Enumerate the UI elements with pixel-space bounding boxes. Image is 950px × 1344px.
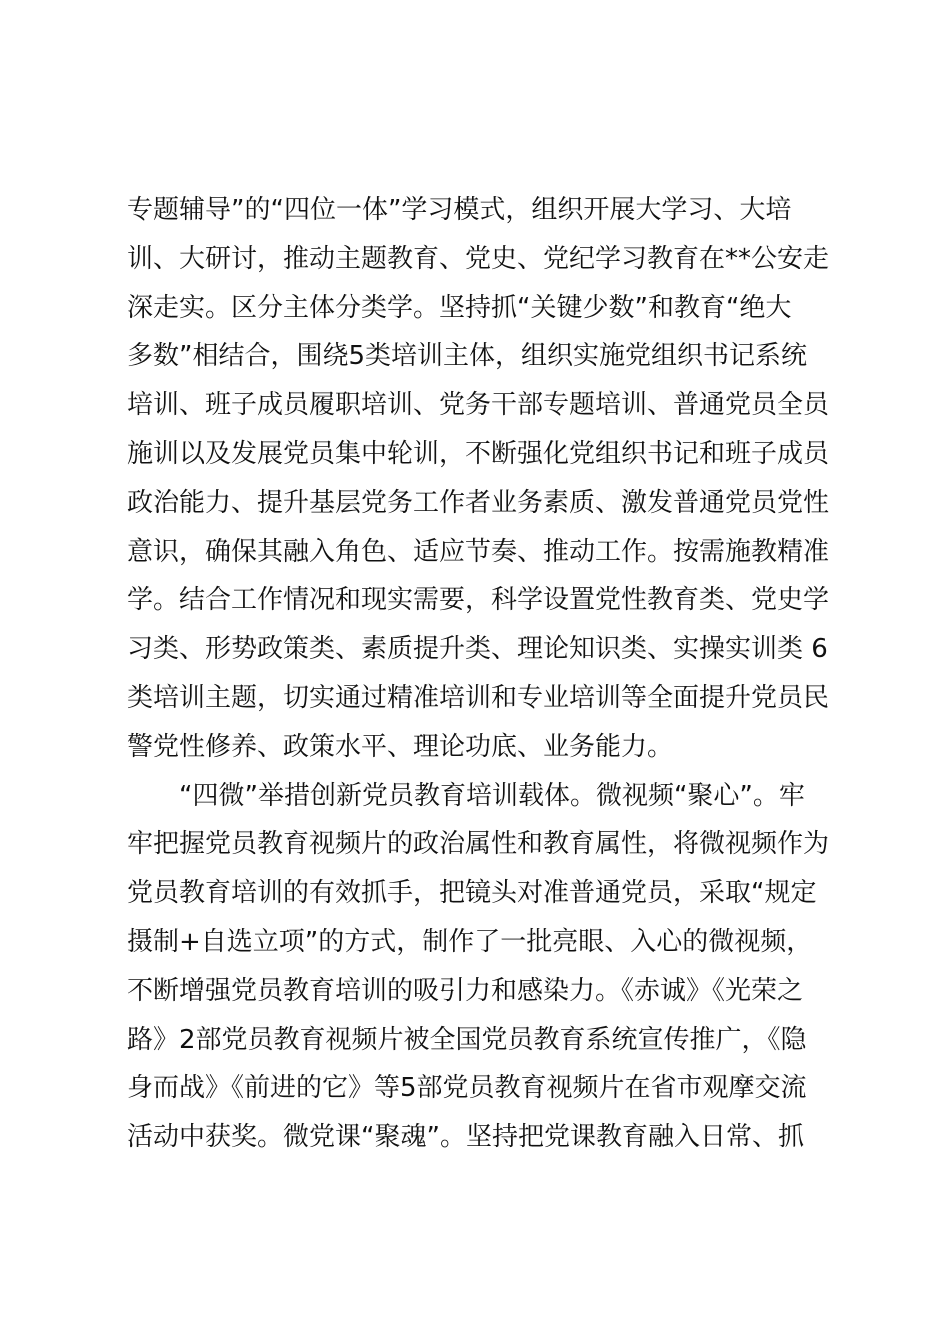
text-line-20: 活动中获奖。微党课“聚魂”。坚持把党课教育融入日常、抓 (127, 1122, 804, 1153)
text-line-6: 施训以及发展党员集中轮训，不断强化党组织书记和班子成员 (127, 438, 830, 469)
text-line-14: 牢把握党员教育视频片的政治属性和教育属性，将微视频作为 (127, 829, 830, 860)
text-line-10: 习类、形势政策类、素质提升类、理论知识类、实操实训类 6 (127, 634, 828, 665)
text-line-9: 学。结合工作情况和现实需要，科学设置党性教育类、党史学 (127, 585, 830, 616)
text-line-17: 不断增强党员教育培训的吸引力和感染力。《赤诚》《光荣之 (127, 975, 804, 1006)
text-line-3: 深走实。区分主体分类学。坚持抓“关键少数”和教育“绝大 (127, 292, 792, 323)
text-line-18: 路》2部党员教育视频片被全国党员教育系统宣传推广，《隐 (127, 1024, 807, 1055)
text-line-12: 警党性修养、政策水平、理论功底、业务能力。 (127, 731, 674, 762)
text-line-11: 类培训主题，切实通过精准培训和专业培训等全面提升党员民 (127, 682, 830, 713)
text-line-16: 摄制+自选立项”的方式，制作了一批亮眼、入心的微视频， (127, 926, 813, 957)
text-line-19: 身而战》《前进的它》等5部党员教育视频片在省市观摩交流 (127, 1073, 807, 1104)
body-text (127, 186, 830, 1162)
text-line-13-paragraph-start: “四微”举措创新党员教育培训载体。微视频“聚心”。牢 (179, 780, 805, 811)
text-line-15: 党员教育培训的有效抓手，把镜头对准普通党员，采取“规定 (127, 878, 817, 909)
text-line-4: 多数”相结合，围绕5类培训主体，组织实施党组织书记系统 (127, 341, 808, 372)
text-line-2: 训、大研讨，推动主题教育、党史、党纪学习教育在**公安走 (127, 243, 830, 274)
text-line-7: 政治能力、提升基层党务工作者业务素质、激发普通党员党性 (127, 487, 830, 518)
text-line-8: 意识，确保其融入角色、适应节奏、推动工作。按需施教精准 (127, 536, 830, 567)
text-line-1: 专题辅导”的“四位一体”学习模式，组织开展大学习、大培 (127, 195, 792, 225)
text-line-5: 培训、班子成员履职培训、党务干部专题培训、普通党员全员 (127, 390, 830, 421)
